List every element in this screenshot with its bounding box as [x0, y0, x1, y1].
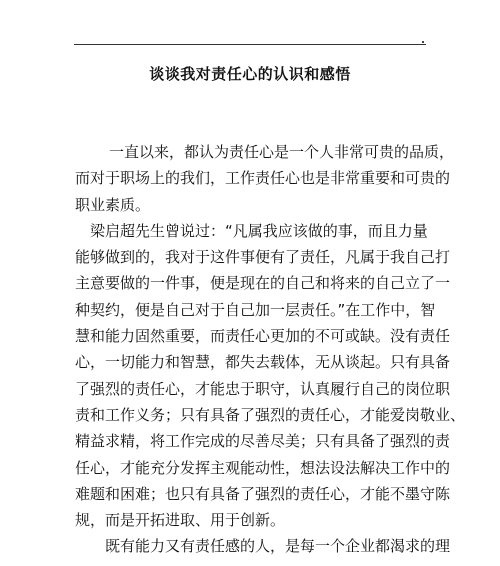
body-line: 精益求精，将工作完成的尽善尽美；只有具备了强烈的责 — [75, 432, 451, 451]
body-line: 责和工作义务；只有具备了强烈的责任心，才能爱岗敬业、 — [75, 405, 466, 424]
body-line: 而对于职场上的我们，工作责任心也是非常重要和可贵的 — [75, 169, 451, 188]
body-line: 梁启超先生曾说过：“凡属我应该做的事，而且力量 — [90, 221, 428, 240]
document-body — [75, 139, 466, 560]
document-title: 谈谈我对责任心的认识和感悟 — [149, 65, 351, 83]
body-line: 能够做到的，我对于这件事便有了责任，凡属于我自己打 — [75, 248, 451, 267]
body-line: 难题和困难；也只有具备了强烈的责任心，才能不墨守陈 — [75, 484, 451, 503]
body-line: 慧和能力固然重要，而责任心更加的不可或缺。没有责任 — [75, 327, 451, 346]
body-line: 主意要做的一件事，便是现在的自己和将来的自己立了一 — [75, 274, 451, 293]
body-line: 一直以来，都认为责任心是一个人非常可贵的品质， — [109, 143, 455, 161]
body-line: 了强烈的责任心，才能忠于职守，认真履行自己的岗位职 — [75, 379, 451, 398]
header-rule-mark — [422, 41, 424, 43]
body-line: 既有能力又有责任感的人，是每一个企业都渴求的理 — [105, 537, 451, 556]
body-line: 任心，才能充分发挥主观能动性，想法设法解决工作中的 — [75, 458, 451, 477]
body-line: 职业素质。 — [75, 195, 151, 214]
body-line: 规，而是开拓进取、用于创新。 — [75, 511, 286, 530]
body-line: 种契约，便是自己对于自己加一层责任。”在工作中，智 — [75, 300, 436, 319]
body-line: 心，一切能力和智慧，都失去载体，无从谈起。只有具备 — [75, 353, 451, 372]
header-rule — [74, 44, 426, 45]
